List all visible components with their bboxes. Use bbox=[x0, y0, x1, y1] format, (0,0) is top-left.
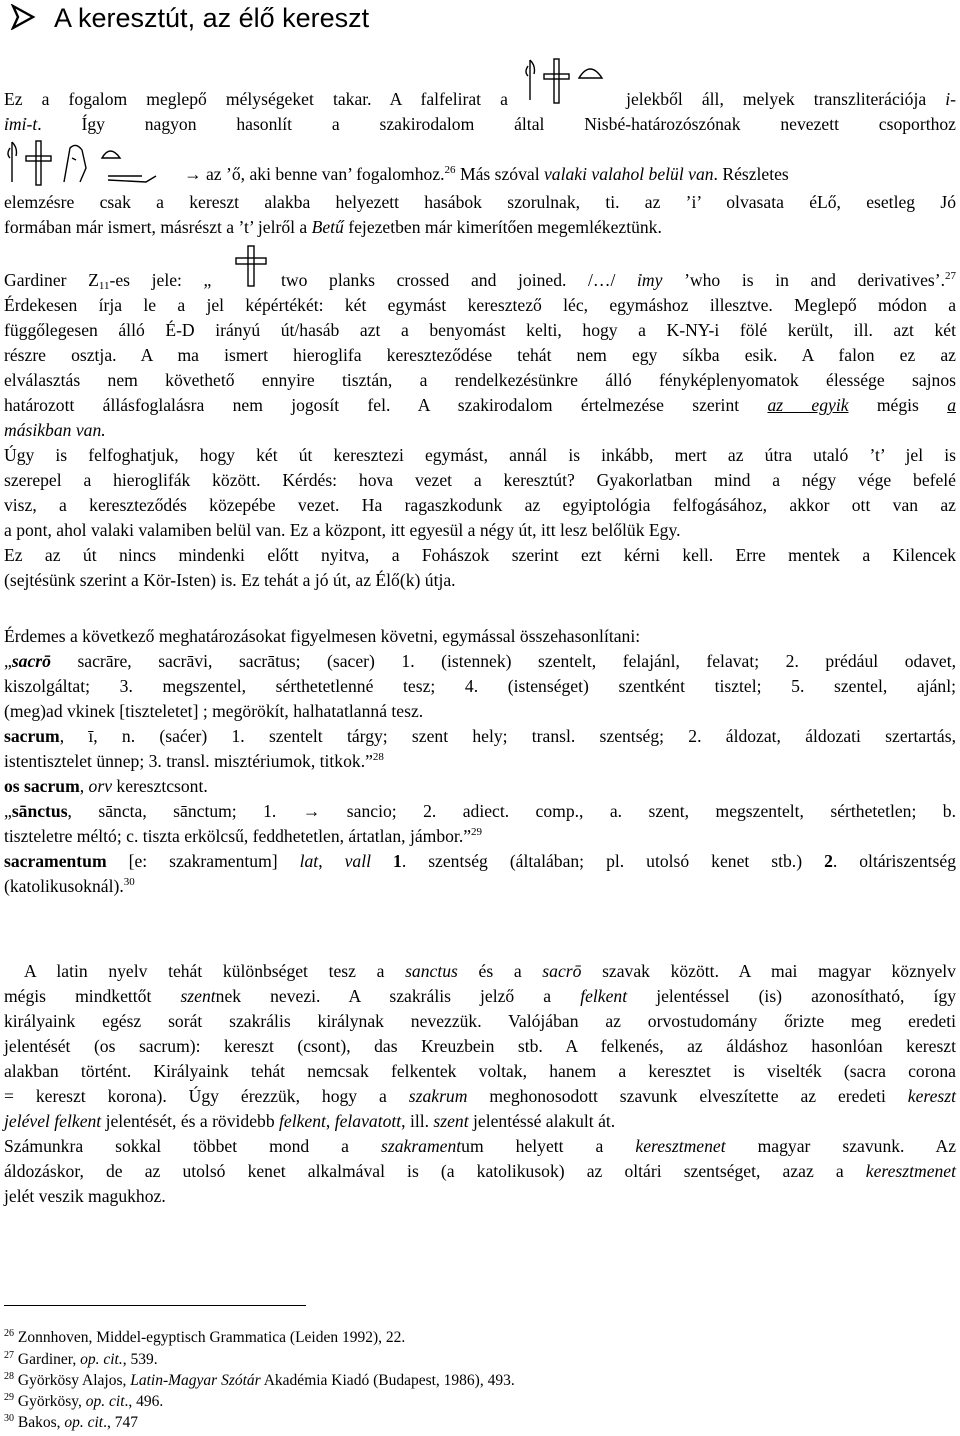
footnote-ref-28[interactable]: 28 bbox=[372, 751, 384, 763]
para3-line-7: jelével felkent jelentését, és a rövidebb felkent, felavatott, ill. szent jelentéssé alakult át. bbox=[4, 1111, 616, 1131]
para2-line-6: (sejtésünk szerint a Kör-Isten) is. Ez tehát a jó út, az Élő(k) útja. bbox=[4, 570, 456, 590]
para2-line-2: szerepel a hieroglifák között. Kérdés: hova vezet a keresztút? Gyakorlatban mind a négy vége befelé bbox=[4, 470, 956, 490]
para2-line-1: Úgy is felfoghatjuk, hogy két út keresztezi egymást, annál is inkább, mert az útra utaló ’t’ jel is bbox=[4, 445, 956, 465]
gardiner-line-5: elválasztás nem követhető ennyire tisztán, a rendelkezésünkre álló fényképlenyomatok élessége sajnos bbox=[4, 370, 956, 390]
footnote-29: $^{29}$ Györkösy, op. cit., 496. bbox=[4, 1392, 164, 1410]
hieroglyph-nisbe-group-icon bbox=[6, 138, 182, 188]
def-sacrum-line-2: istentisztelet ünnep; 3. transl. misztériumok, titkok.”$^{28}$ bbox=[4, 751, 384, 771]
intro-line-4: elemzésre csak a kereszt alakba helyezett hasábok szorulnak, ti. az ’i’ olvasata éLő, esetleg Jó bbox=[4, 192, 956, 212]
def-sacramentum-line-2: (katolikusoknál).$^{30}$ bbox=[4, 876, 135, 896]
def-sacro-line-1: „sacrō sacrāre, sacrāvi, sacrātus; (sacer) 1. (istennek) szentelt, felajánl, felavat; 2. prédául odavet, bbox=[4, 651, 956, 671]
footnote-ref-26[interactable]: 26 bbox=[444, 164, 456, 176]
footnote-separator bbox=[4, 1305, 306, 1306]
def-sanctus-line-2: tiszteletre méltó; c. tiszta erkölcsű, feddhetetlen, ártatlan, jámbor.”$^{29}$ bbox=[4, 826, 483, 846]
page-title: A keresztút, az élő kereszt bbox=[54, 3, 370, 33]
para3-line-10: jelét veszik magukhoz. bbox=[4, 1186, 166, 1206]
footnote-28: $^{28}$ Györkösy Alajos, Latin-Magyar Szótár Akadémia Kiadó (Budapest, 1986), 493. bbox=[4, 1371, 515, 1389]
def-os-sacrum: os sacrum, orv keresztcsont. bbox=[4, 776, 208, 796]
gardiner-line-7: másikban van. bbox=[4, 420, 106, 440]
para3-line-3: királyaink egész sorát szakrális királynak nevezzük. Valójában az orvostudomány őrizte meg eredeti bbox=[4, 1011, 956, 1031]
para3-line-8: Számunkra sokkal többet mond a szakramentum helyett a keresztmenet magyar szavunk. Az bbox=[4, 1136, 956, 1156]
intro-line-2: ỉmỉ-t. Így nagyon hasonlít a szakirodalom által Nisbé-határozószónak nevezett csoporthoz bbox=[4, 114, 956, 134]
footnote-27: $^{27}$ Gardiner, op. cit., 539. bbox=[4, 1350, 158, 1368]
hieroglyph-i-imi-t-icon bbox=[524, 56, 606, 108]
gardiner-line-1: Gardiner $Z_{11}-es$ jele: „ two planks crossed and joined. /…/ ỉmy ’who is in and derivatives’.$^{27}$ bbox=[4, 270, 957, 292]
para3-line-4: jelentését (os sacrum): kereszt (csont), das Kreuzbein stb. A felkenés, az áldáshoz hasonlóan kereszt bbox=[4, 1036, 956, 1056]
para3-line-6: = kereszt korona). Úgy érezzük, hogy a szakrum meghonosodott szavunk elveszítette az eredeti kereszt bbox=[4, 1086, 956, 1106]
gardiner-line-6: határozott állásfoglalásra nem jogosít fel. A szakirodalom értelmezése szerint az egyik mégis a bbox=[4, 395, 956, 415]
def-sacro-line-2: kiszolgáltat; 3. megszentel, sérthetetlenné tesz; 4. (istenséget) szentként tisztel; 5. szentel, ajánl; bbox=[4, 676, 956, 696]
intro-line-5: formában már ismert, másrészt a ’t’ jelről a Betű fejezetben már kimerítően megemlékeztünk. bbox=[4, 217, 662, 237]
hieroglyph-z11-cross-icon bbox=[234, 244, 268, 288]
footnote-30: $^{30}$ Bakos, op. cit., 747 bbox=[4, 1413, 138, 1431]
para2-line-3: visz, a kereszteződés közepébe vezet. Ha ragaszkodunk az egyiptológia felfogásához, akkor ott van az bbox=[4, 495, 956, 515]
gardiner-line-2: Érdekesen írja le a jel képértékét: két egymást keresztező léc, egymáshoz illesztve. Meglepő módon a bbox=[4, 295, 956, 315]
footnote-26: $^{26}$ Zonnhoven, Middel-egyptisch Grammatica (Leiden 1992), 22. bbox=[4, 1328, 406, 1346]
section-heading bbox=[10, 2, 369, 34]
def-sacramentum-line-1: sacramentum [e: szakramentum] lat, vall 1. szentség (általában; pl. utolsó kenet stb.) 2. oltáriszentség bbox=[4, 851, 956, 871]
para3-line-2: mégis mindkettőt szentnek nevezi. A szakrális jelző a felkent jelentéssel (is) azonosítható, így bbox=[4, 986, 957, 1006]
gardiner-line-3: függőlegesen álló É-D irányú út/hasáb azt a benyomást kelti, hogy a K-NY-i fölé került, ill. azt két bbox=[4, 320, 956, 340]
para3-line-5: alakban történt. Királyaink tehát nemcsak felkentek voltak, hanem a keresztet is viselték (sacra corona bbox=[4, 1061, 956, 1081]
intro-line-1: Ez a fogalom meglepő mélységeket takar. A falfelirat a jelekből áll, melyek transzliterációja i- bbox=[4, 87, 956, 113]
def-sanctus-line-1: „sānctus, sāncta, sānctum; 1. → sancio; 2. adiect. comp., a. szent, megszentelt, sérthetetlen; b. bbox=[4, 801, 956, 821]
arrow-bullet-icon bbox=[10, 2, 54, 34]
footnote-ref-27[interactable]: 27 bbox=[945, 270, 957, 282]
para2-line-4: a pont, ahol valaki valamiben belül van. Ez a központ, itt egyesül a négy út, itt lesz belőlük Egy. bbox=[4, 520, 681, 540]
gardiner-line-4: részre osztja. A ma ismert hieroglifa kereszteződése tehát nem egy síkba esik. A falon ez az bbox=[4, 345, 956, 365]
intro-line-3: → az ’ő, aki benne van’ fogalomhoz.$^{26}$ Más szóval valaki valahol belül van. Részletes bbox=[184, 164, 789, 184]
footnote-ref-29[interactable]: 29 bbox=[471, 826, 483, 838]
def-sacrum-line-1: sacrum, ī, n. (saćer) 1. szentelt tárgy; szent hely; transl. szentség; 2. áldozat, áldozati szertartás, bbox=[4, 726, 956, 746]
para3-line-1: A latin nyelv tehát különbséget tesz a sanctus és a sacrō szavak között. A mai magyar köznyelv bbox=[24, 961, 956, 981]
footnote-ref-30[interactable]: 30 bbox=[123, 876, 135, 888]
def-sacro-line-3: (meg)ad vkinek [tiszteletet] ; megörökít, halhatatlanná tesz. bbox=[4, 701, 424, 721]
para2-line-5: Ez az út nincs mindenki előtt nyitva, a Fohászok szerint ezt kérni kell. Erre mentek a Kilencek bbox=[4, 545, 956, 565]
para3-line-9: áldozáskor, de az utolsó kenet alkalmával is (a katolikusok) az oltári szentséget, azaz a keresztmenet bbox=[4, 1161, 956, 1181]
defs-intro: Érdemes a következő meghatározásokat figyelmesen követni, egymással összehasonlítani: bbox=[4, 626, 641, 646]
